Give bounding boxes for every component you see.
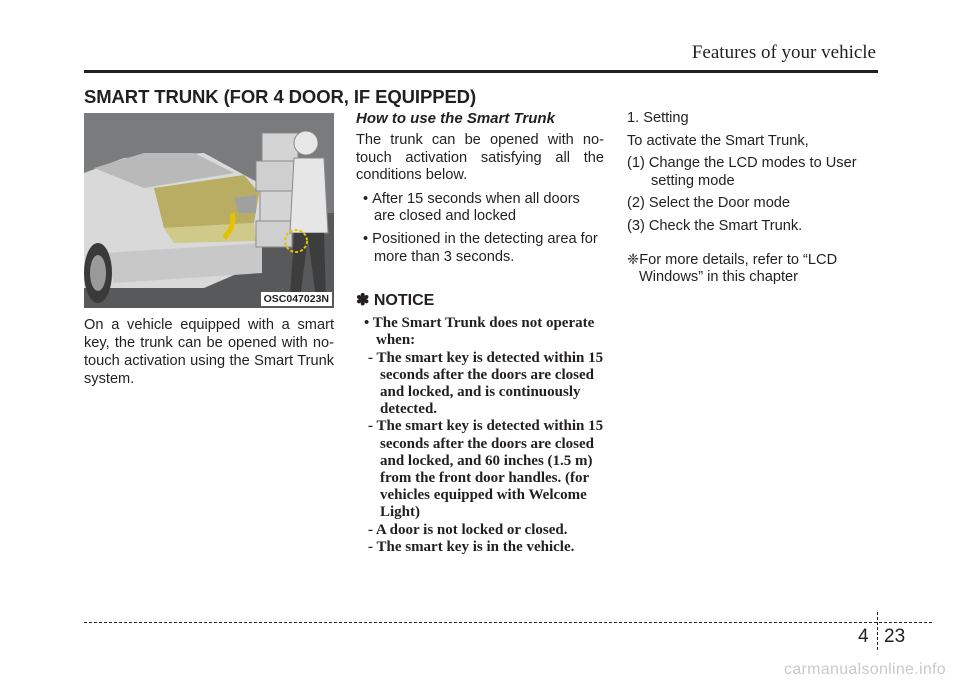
condition-item: • Positioned in the detecting area for more than 3 seconds. xyxy=(363,230,598,265)
conditions-intro: The trunk can be opened with no-touch activation satisfying all the conditions below. xyxy=(356,132,604,184)
setting-title: 1. Setting xyxy=(627,110,689,126)
notice-main: • The Smart Trunk does not operate when: xyxy=(364,315,595,349)
chapter-number: 4 xyxy=(858,626,869,647)
notice-item: - A door is not locked or closed. xyxy=(368,521,568,538)
reference-note: ❈For more details, refer to “LCD Windows” in this chapter xyxy=(627,251,838,286)
subheading-how-to-use: How to use the Smart Trunk xyxy=(356,110,555,127)
intro-paragraph: On a vehicle equipped with a smart key, the trunk can be opened with no-touch activation using the Smart Trunk system. xyxy=(84,317,334,387)
notice-item: - The smart key is detected within 15 seconds after the doors are closed and locked, and is continuously detected. xyxy=(368,349,604,418)
car-trunk-person-image xyxy=(84,113,334,308)
figure-code: OSC047023N xyxy=(261,292,332,306)
setting-step: (3) Check the Smart Trunk. xyxy=(627,217,803,234)
activate-text: To activate the Smart Trunk, xyxy=(627,132,809,149)
notice-heading: ✽ NOTICE xyxy=(356,292,435,310)
setting-step: (2) Select the Door mode xyxy=(627,195,791,212)
smart-trunk-illustration xyxy=(84,113,334,308)
column-setting xyxy=(627,110,879,292)
section-title: SMART TRUNK (FOR 4 DOOR, IF EQUIPPED) xyxy=(84,86,476,107)
notice-item: - The smart key is detected within 15 seconds after the doors are closed and locked, and 60 inches (1.5 m) from the front door handles. (for vehicles equipped with Welcome Light) xyxy=(368,418,604,521)
footer-rule xyxy=(84,622,932,623)
condition-item: • After 15 seconds when all doors are closed and locked xyxy=(363,190,580,225)
column-how-to-use xyxy=(356,110,604,556)
setting-step: (1) Change the LCD modes to User setting mode xyxy=(627,155,857,189)
page-number: 23 xyxy=(884,626,906,647)
running-header: Features of your vehicle xyxy=(691,42,876,63)
notice-body xyxy=(356,315,604,556)
header-rule xyxy=(84,70,878,73)
watermark: carmanualsonline.info xyxy=(784,661,946,678)
notice-item: - The smart key is in the vehicle. xyxy=(368,538,575,555)
footer-divider xyxy=(877,612,878,650)
conditions-list xyxy=(356,191,604,266)
